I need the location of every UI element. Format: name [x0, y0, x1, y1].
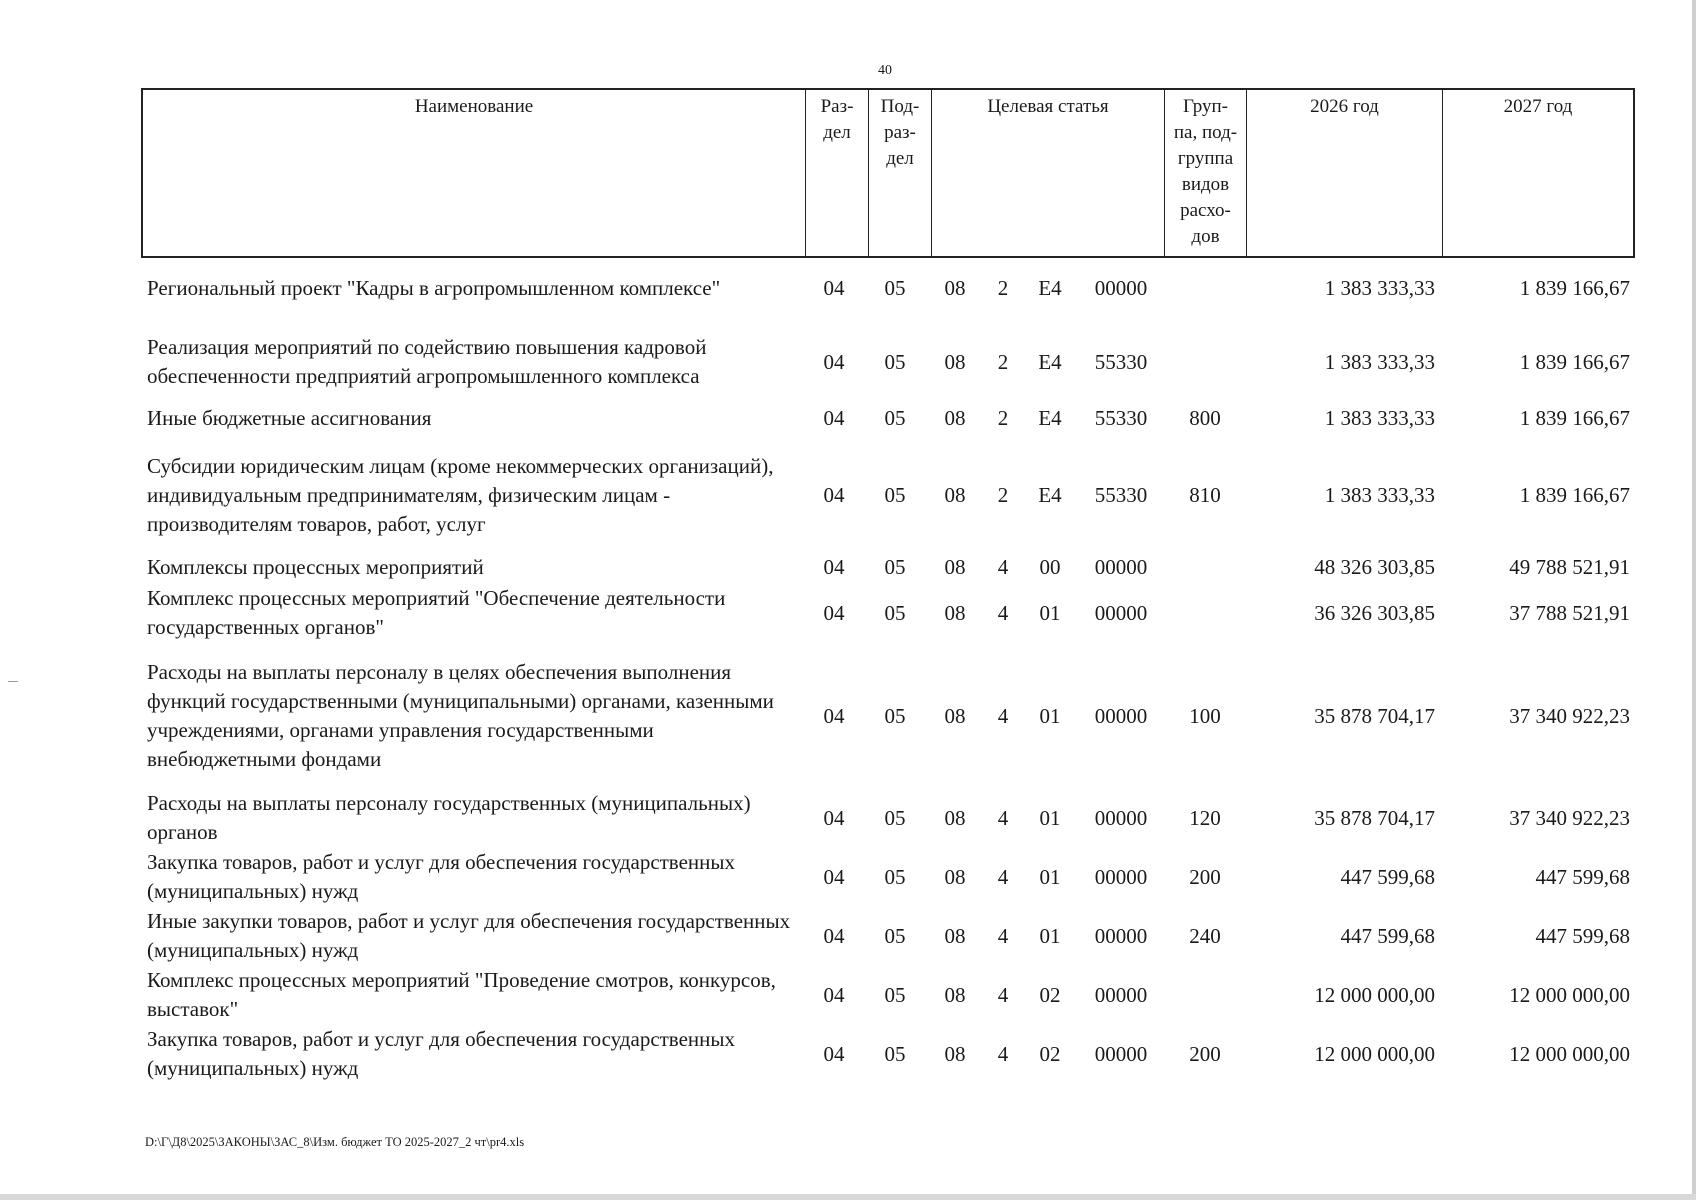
row-year2: 12 000 000,00 [1509, 1041, 1630, 1066]
row-cs1: 08 [944, 349, 966, 374]
row-cs4: 55330 [1094, 349, 1148, 374]
table-row [0, 553, 1696, 582]
row-podrazdel: 05 [884, 805, 906, 830]
header-razdel: Раз- дел [806, 90, 869, 256]
row-group: 240 [1189, 923, 1221, 948]
row-year1: 1 383 333,33 [1324, 349, 1435, 374]
margin-mark [8, 681, 18, 682]
row-cs1: 08 [944, 923, 966, 948]
row-cs4: 00000 [1094, 864, 1148, 889]
row-name: Расходы на выплаты персоналу государственных (муниципальных) органов [147, 791, 751, 844]
row-name: Субсидии юридическим лицам (кроме некоммерческих организаций), индивидуальным предпринимателям, физическим лицам - производителям товаров, работ, услуг [147, 454, 774, 536]
row-cs3: Е4 [1038, 406, 1062, 430]
row-cs1: 08 [944, 982, 966, 1007]
row-podrazdel: 05 [884, 555, 906, 579]
row-year1: 1 383 333,33 [1324, 406, 1435, 430]
row-cs4: 00000 [1094, 555, 1148, 579]
row-cs2: 4 [997, 703, 1009, 728]
row-cs3: 01 [1039, 703, 1061, 728]
header-target-article: Целевая статья [932, 90, 1165, 256]
row-cs1: 08 [944, 555, 966, 579]
page-bottom-band [0, 1194, 1696, 1200]
row-year1: 12 000 000,00 [1314, 982, 1435, 1007]
row-podrazdel: 05 [884, 864, 906, 889]
row-cs3: Е4 [1038, 276, 1062, 300]
row-cs4: 00000 [1094, 276, 1148, 300]
row-podrazdel: 05 [884, 276, 906, 300]
row-razdel: 04 [823, 923, 845, 948]
page-number: 40 [878, 63, 892, 78]
row-cs1: 08 [944, 864, 966, 889]
row-year1: 35 878 704,17 [1314, 805, 1435, 830]
row-razdel: 04 [823, 982, 845, 1007]
footer-file-path: D:\Г\Д8\2025\ЗАКОНЫ\ЗАС_8\Изм. бюджет ТО 2025-2027_2 чт\pr4.xls [145, 1135, 525, 1149]
header-name: Наименование [143, 90, 806, 256]
row-group: 120 [1189, 805, 1221, 830]
row-cs2: 4 [997, 600, 1009, 625]
table-row [0, 907, 1696, 965]
header-podrazdel: Под- раз- дел [869, 90, 932, 256]
row-year2: 12 000 000,00 [1509, 982, 1630, 1007]
row-year2: 37 340 922,23 [1509, 703, 1630, 728]
row-podrazdel: 05 [884, 600, 906, 625]
row-cs4: 00000 [1094, 600, 1148, 625]
row-year1: 447 599,68 [1340, 923, 1435, 948]
row-group: 800 [1189, 406, 1221, 430]
row-cs1: 08 [944, 406, 966, 430]
table-header [141, 88, 1635, 258]
row-razdel: 04 [823, 406, 845, 430]
row-razdel: 04 [823, 276, 845, 300]
row-year2: 1 839 166,67 [1519, 483, 1630, 507]
row-podrazdel: 05 [884, 923, 906, 948]
row-cs1: 08 [944, 805, 966, 830]
row-cs2: 2 [997, 483, 1009, 507]
row-group: 200 [1189, 864, 1221, 889]
row-year1: 48 326 303,85 [1314, 555, 1435, 579]
row-cs3: 01 [1039, 923, 1061, 948]
row-razdel: 04 [823, 805, 845, 830]
row-razdel: 04 [823, 600, 845, 625]
row-razdel: 04 [823, 1041, 845, 1066]
row-podrazdel: 05 [884, 483, 906, 507]
row-cs2: 4 [997, 555, 1009, 579]
row-cs2: 4 [997, 805, 1009, 830]
row-cs3: 01 [1039, 600, 1061, 625]
row-podrazdel: 05 [884, 349, 906, 374]
row-year1: 36 326 303,85 [1314, 600, 1435, 625]
row-razdel: 04 [823, 864, 845, 889]
row-cs2: 4 [997, 982, 1009, 1007]
table-row [0, 789, 1696, 847]
row-name: Комплексы процессных мероприятий [147, 555, 484, 579]
row-name: Закупка товаров, работ и услуг для обеспечения государственных (муниципальных) нужд [147, 850, 736, 903]
row-cs3: 02 [1039, 1041, 1061, 1066]
row-cs3: 01 [1039, 864, 1061, 889]
row-podrazdel: 05 [884, 703, 906, 728]
row-year1: 12 000 000,00 [1314, 1041, 1435, 1066]
row-name: Расходы на выплаты персоналу в целях обеспечения выполнения функций государственными (муниципальными) органами, казенными учреждениями, органами управления государственными внебюджетными фондами [147, 660, 774, 771]
table-row [0, 452, 1696, 539]
row-year2: 37 340 922,23 [1509, 805, 1630, 830]
row-group: 810 [1189, 483, 1221, 507]
row-cs2: 4 [997, 1041, 1009, 1066]
row-name: Комплекс процессных мероприятий "Обеспечение деятельности государственных органов" [147, 586, 726, 639]
row-name: Комплекс процессных мероприятий "Проведение смотров, конкурсов, выставок" [147, 968, 776, 1021]
row-cs3: 00 [1039, 555, 1061, 579]
row-cs4: 55330 [1094, 483, 1148, 507]
row-name: Реализация мероприятий по содействию повышения кадровой обеспеченности предприятий агропромышленного комплекса [147, 335, 707, 388]
row-name: Иные закупки товаров, работ и услуг для обеспечения государственных (муниципальных) нужд [147, 909, 791, 962]
row-cs4: 00000 [1094, 1041, 1148, 1066]
row-group: 200 [1189, 1041, 1221, 1066]
row-cs1: 08 [944, 276, 966, 300]
header-expense-group: Груп- па, под- группа видов расхо- дов [1165, 90, 1247, 256]
header-year-2026: 2026 год [1247, 90, 1443, 256]
row-year2: 447 599,68 [1535, 923, 1630, 948]
table-row [0, 274, 1696, 303]
row-year1: 1 383 333,33 [1324, 483, 1435, 507]
row-razdel: 04 [823, 703, 845, 728]
table-row [0, 584, 1696, 642]
row-cs2: 2 [997, 276, 1009, 300]
table-row [0, 848, 1696, 906]
row-cs3: 01 [1039, 805, 1061, 830]
row-cs3: Е4 [1038, 483, 1062, 507]
row-cs4: 55330 [1094, 406, 1148, 430]
row-cs4: 00000 [1094, 982, 1148, 1007]
row-cs2: 2 [997, 349, 1009, 374]
row-name: Региональный проект "Кадры в агропромышленном комплексе" [147, 276, 721, 300]
row-cs4: 00000 [1094, 703, 1148, 728]
page-edge [1692, 0, 1696, 1194]
row-year1: 447 599,68 [1340, 864, 1435, 889]
row-cs1: 08 [944, 1041, 966, 1066]
row-name: Иные бюджетные ассигнования [147, 406, 432, 430]
row-cs1: 08 [944, 600, 966, 625]
row-cs4: 00000 [1094, 923, 1148, 948]
row-year1: 1 383 333,33 [1324, 276, 1435, 300]
row-year2: 447 599,68 [1535, 864, 1630, 889]
row-year2: 1 839 166,67 [1519, 349, 1630, 374]
row-podrazdel: 05 [884, 982, 906, 1007]
row-cs4: 00000 [1094, 805, 1148, 830]
row-cs2: 4 [997, 923, 1009, 948]
row-year2: 49 788 521,91 [1509, 555, 1630, 579]
row-razdel: 04 [823, 483, 845, 507]
row-group: 100 [1189, 703, 1221, 728]
table-row [0, 1025, 1696, 1083]
table-row [0, 658, 1696, 774]
row-year2: 1 839 166,67 [1519, 276, 1630, 300]
row-cs1: 08 [944, 483, 966, 507]
row-cs2: 2 [997, 406, 1009, 430]
table-row [0, 966, 1696, 1024]
row-podrazdel: 05 [884, 406, 906, 430]
row-year1: 35 878 704,17 [1314, 703, 1435, 728]
table-row [0, 404, 1696, 433]
row-razdel: 04 [823, 555, 845, 579]
row-cs3: 02 [1039, 982, 1061, 1007]
row-cs1: 08 [944, 703, 966, 728]
row-cs2: 4 [997, 864, 1009, 889]
header-year-2027: 2027 год [1503, 96, 1573, 117]
row-name: Закупка товаров, работ и услуг для обеспечения государственных (муниципальных) нужд [147, 1027, 736, 1080]
row-podrazdel: 05 [884, 1041, 906, 1066]
row-cs3: Е4 [1038, 349, 1062, 374]
table-row [0, 333, 1696, 391]
row-year2: 1 839 166,67 [1519, 406, 1630, 430]
row-razdel: 04 [823, 349, 845, 374]
row-year2: 37 788 521,91 [1509, 600, 1630, 625]
